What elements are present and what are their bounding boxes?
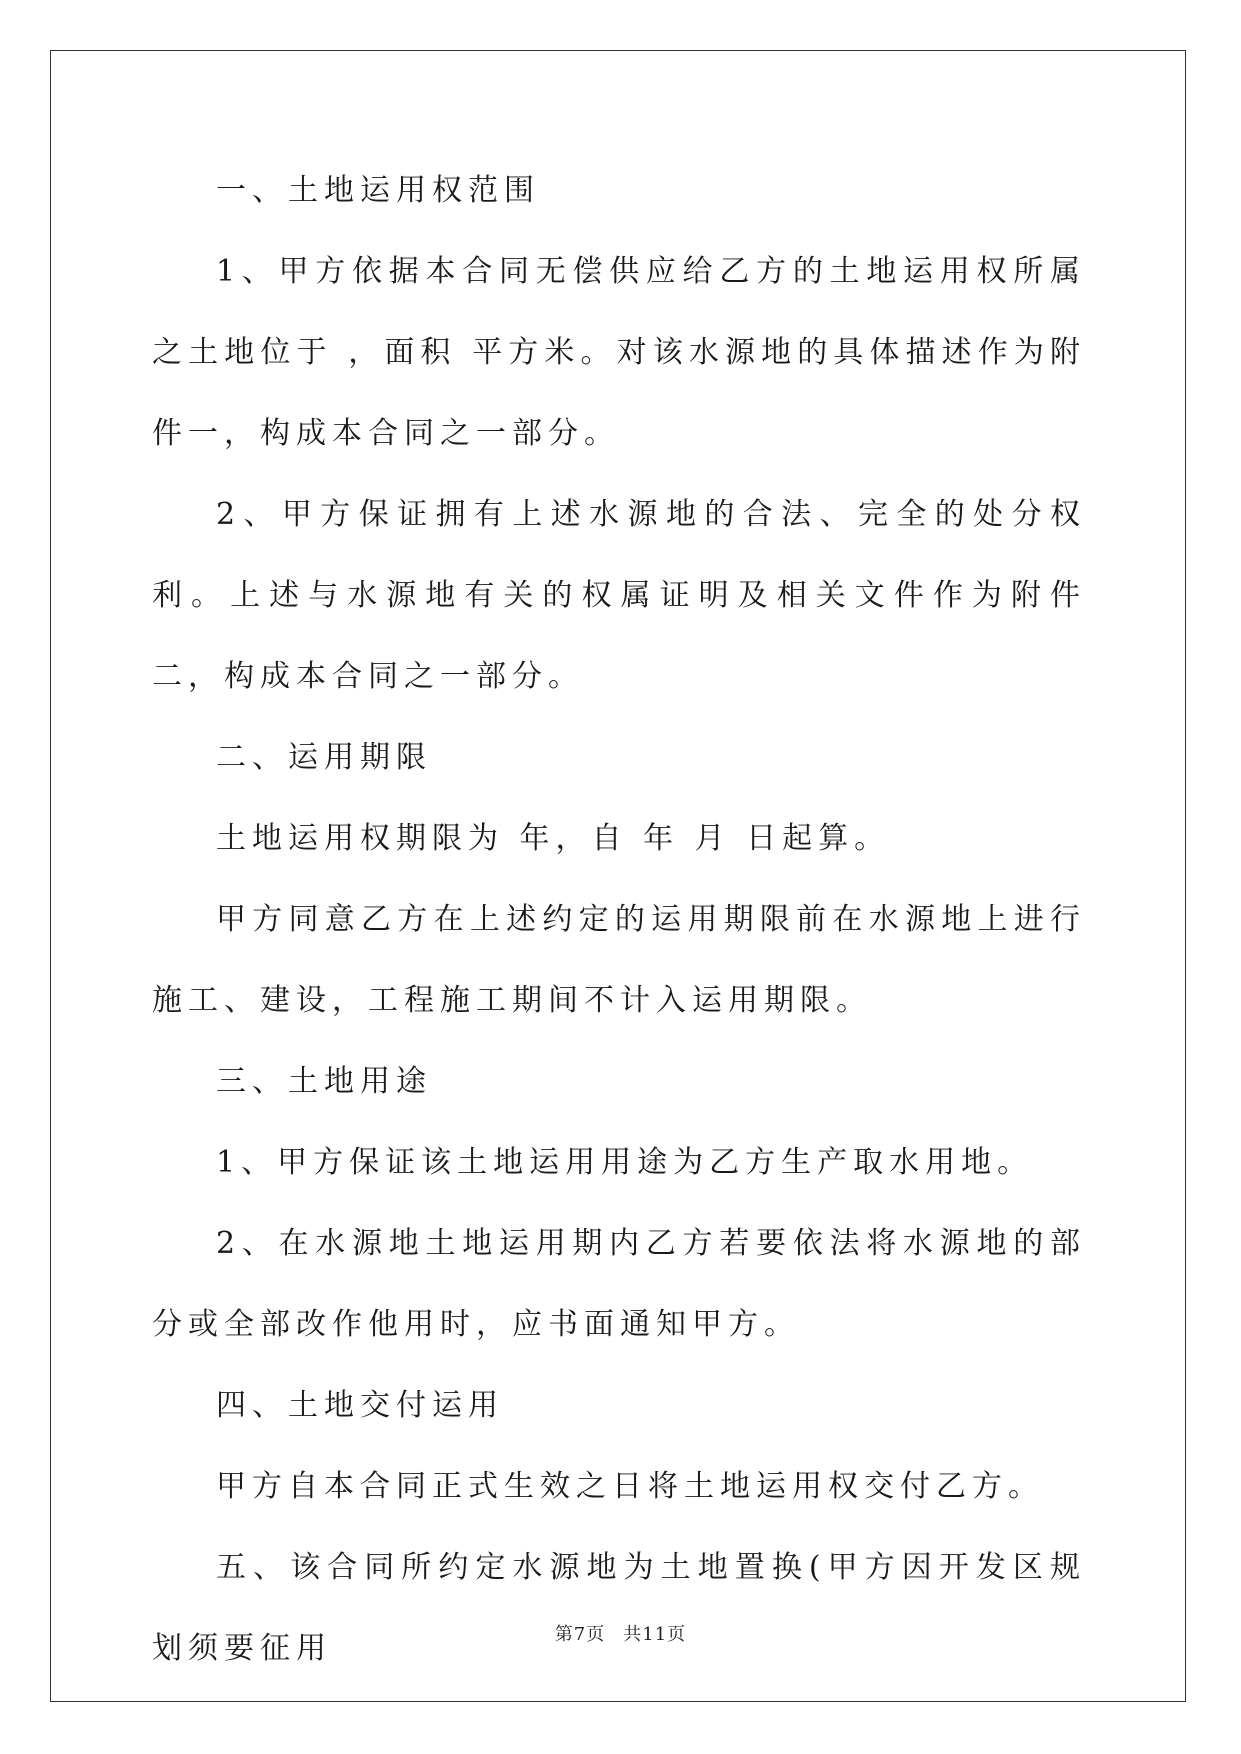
paragraph: 五、该合同所约定水源地为土地置换(甲方因开发区规划须要征用 xyxy=(152,1550,1086,1666)
page-number-current: 第7页 xyxy=(554,1624,606,1645)
section-heading-3: 三、土地用途 xyxy=(216,1064,432,1099)
paragraph: 甲方同意乙方在上述约定的运用期限前在水源地上进行施工、建设，工程施工期间不计入运用期限。 xyxy=(152,902,1086,1018)
paragraph: 1、甲方依据本合同无偿供应给乙方的土地运用权所属之土地位于 ，面积 平方米。对该水源地的具体描述作为附件一，构成本合同之一部分。 xyxy=(152,254,1086,451)
section-heading-2: 二、运用期限 xyxy=(216,740,432,775)
page-number-total: 共11页 xyxy=(623,1624,687,1645)
paragraph: 2、甲方保证拥有上述水源地的合法、完全的处分权利。上述与水源地有关的权属证明及相关文件作为附件二，构成本合同之一部分。 xyxy=(152,497,1086,694)
section-heading-4: 四、土地交付运用 xyxy=(216,1388,504,1423)
paragraph: 甲方自本合同正式生效之日将土地运用权交付乙方。 xyxy=(216,1469,1044,1504)
paragraph: 2、在水源地土地运用期内乙方若要依法将水源地的部分或全部改作他用时，应书面通知甲方。 xyxy=(152,1226,1086,1342)
paragraph: 土地运用权期限为 年，自 年 月 日起算。 xyxy=(216,821,891,856)
page-footer xyxy=(0,1620,1241,1646)
document-body xyxy=(152,150,1086,1689)
paragraph: 1、甲方保证该土地运用用途为乙方生产取水用地。 xyxy=(216,1145,1034,1180)
section-heading-1: 一、土地运用权范围 xyxy=(216,173,540,208)
